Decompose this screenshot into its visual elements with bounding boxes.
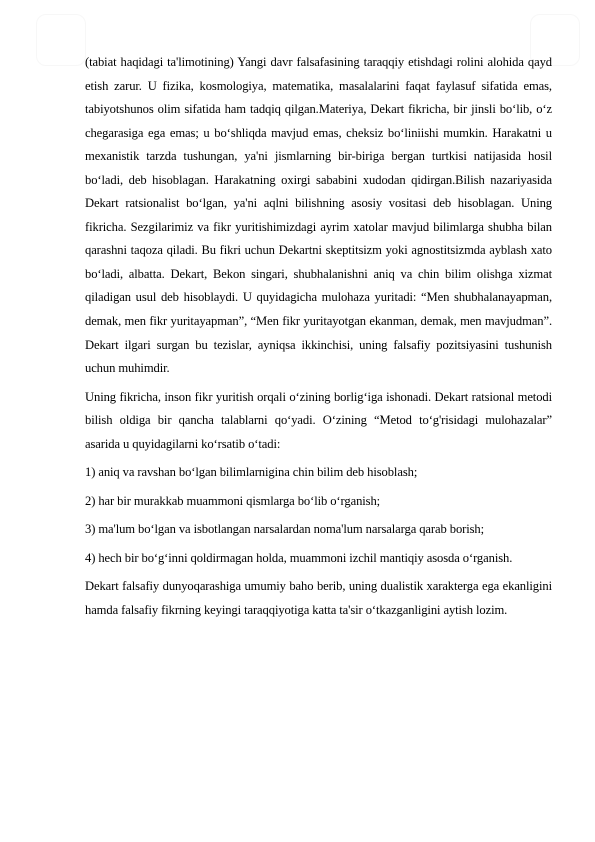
paragraph-rational-method: Uning fikricha, inson fikr yuritish orqali o‘zining borlig‘iga ishonadi. Dekart ratsional metodi bilish oldiga bir qancha talablarni qo‘yadi. O‘zining “Metod to‘g'risidagi mulohazalar” asarida u quyidagilarni ko‘rsatib o‘tadi: bbox=[85, 389, 552, 451]
paragraph-conclusion: Dekart falsafiy dunyoqarashiga umumiy baho berib, uning dualistik xarakterga ega ekanligini hamda falsafiy fikrning keyingi taraqqiyotiga katta ta'sir o‘tkazganligini aytish lozim. bbox=[85, 579, 552, 618]
list-item-2: 2) har bir murakkab muammoni qismlarga bo‘lib o‘rganish; bbox=[85, 493, 381, 508]
list-item-1: 1) aniq va ravshan bo‘lgan bilimlarnigina chin bilim deb hisoblash; bbox=[85, 465, 418, 480]
list-item-3: 3) ma'lum bo‘lgan va isbotlangan narsalardan noma'lum narsalarga qarab borish; bbox=[85, 522, 485, 537]
list-item-4: 4) hech bir bo‘g‘inni qoldirmagan holda, muammoni izchil mantiqiy asosda o‘rganish. bbox=[85, 550, 513, 565]
document-body bbox=[85, 51, 552, 628]
watermark-box-1 bbox=[36, 14, 86, 66]
paragraph-dekart-philosophy: (tabiat haqidagi ta'limotining) Yangi davr falsafasining taraqqiy etishdagi rolini alohida qayd etish zarur. U fizika, kosmologiya, matematika, masalalarini faqat faylasuf sifatida emas, tabiyotshunos olim sifatida ham tadqiq qilgan.Materiya, Dekart fikricha, bir jinsli bo‘lib, o‘z chegarasiga ega emas; u bo‘shliqda mavjud emas, cheksiz bo‘liniishi mumkin. Harakatni u mexanistik tarzda tushungan, ya'ni jismlarning bir-biriga bergan turtkisi natijasida hosil bo‘ladi, deb hisoblagan. Harakatning oxirgi sababini xudodan qidirgan.Bilish nazariyasida Dekart ratsionalist bo‘lgan, ya'ni aqlni bilishning asosiy vositasi deb hisoblagan. Uning fikricha. Sezgilarimiz va fikr yuritishimizdagi ayrim xatolar mavjud bilimlarga shubha bilan qarashni taqoza qiladi. Bu fikri uchun Dekartni skeptitsizm yoki agnostitsizmda ayblash xato bo‘ladi, albatta. Dekart, Bekon singari, shubhalanishni aniq va chin bilim olishga xizmat qiladigan usul deb hisoblaydi. U quyidagicha mulohaza yuritadi: “Men shubhalanayapman, demak, men fikr yuritayapman”, “Men fikr yuritayotgan ekanman, demak, men mavjudman”. Dekart ilgari surgan bu tezislar, ayniqsa ikkinchisi, uning falsafiy pozitsiyasini tushunish uchun muhimdir. bbox=[85, 55, 552, 376]
